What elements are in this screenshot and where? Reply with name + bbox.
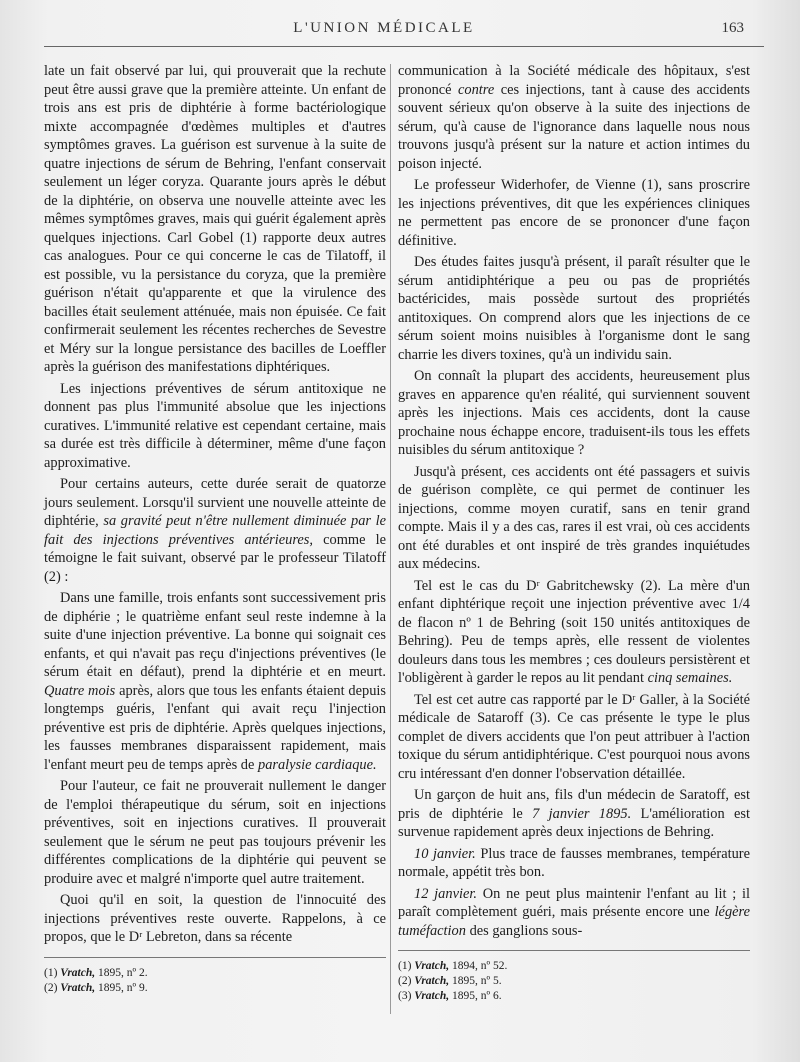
footnote bbox=[398, 959, 750, 974]
italic-run: cinq semaines. bbox=[647, 670, 733, 686]
footnote bbox=[44, 966, 386, 981]
footnote-ref: 1895, nº 2. bbox=[98, 966, 148, 979]
footnote-rule bbox=[398, 950, 750, 951]
text-run: Pour certains auteurs, cette durée serait de quatorze jours seulement. Lorsqu'il survient une nouvelle atteinte de diphtérie, bbox=[44, 476, 386, 529]
paragraph: Des études faites jusqu'à présent, il paraît résulter que le sérum antidiphtérique a peu ou pas de propriétés bactéricides, mais possède surtout des propriétés antitoxiques. On comprend alors que les injections de ce sérum soient moins nuisibles à l'organisme dont le sang charrie les divers toxines, qu'à un individu sain. bbox=[398, 254, 750, 363]
italic-run: Quatre mois bbox=[44, 682, 116, 699]
footnote-ref: 1895, nº 6. bbox=[452, 990, 502, 1002]
paragraph bbox=[398, 577, 750, 688]
footnote-number: (2) bbox=[398, 975, 412, 987]
text-run: ces injections, tant à cause des accidents souvent sérieux qu'on observe à la suite des injections de sérum, qu'à cause de l'ignorance dans laquelle nous nous trouvons jusqu'à présent sur la nature et action intimes du poison injecté. bbox=[398, 81, 750, 172]
italic-run: légère tuméfaction bbox=[398, 904, 750, 939]
footnote bbox=[398, 989, 750, 1004]
footnote-ref: 1894, nº 52. bbox=[452, 960, 508, 972]
paragraph bbox=[398, 62, 750, 173]
paragraph bbox=[44, 475, 386, 586]
text-run: communication à la Société médicale des hôpitaux, s'est prononcé bbox=[398, 63, 750, 98]
footnotes bbox=[44, 966, 386, 996]
footnote-source: Vratch, bbox=[414, 990, 450, 1002]
column-divider bbox=[390, 64, 391, 1014]
paragraph bbox=[398, 786, 750, 842]
footnote-number: (1) bbox=[398, 960, 412, 972]
italic-run: sa gravité peut n'être nullement diminuée par le fait des injections préventives antérieures, bbox=[44, 513, 386, 548]
footnote-number: (2) bbox=[44, 981, 58, 994]
text-run: Plus trace de fausses membranes, température normale, appétit très bon. bbox=[398, 845, 750, 880]
footnotes bbox=[398, 959, 750, 1004]
footnote bbox=[44, 981, 386, 996]
text-run: des ganglions sous- bbox=[469, 922, 583, 939]
text-run: Dans une famille, trois enfants sont successivement pris de diphérie ; le quatrième enfant seul reste indemne à la suite d'une injection préventive. La bonne qui soignait ces enfants, et qui n'avait pas reçu d'injections préventives (le sérum était en défaut), prend la diphtérie et en meurt. bbox=[44, 590, 386, 680]
paragraph bbox=[398, 845, 750, 882]
right-column bbox=[398, 62, 750, 1004]
paragraph: Tel est cet autre cas rapporté par le Dʳ Galler, à la Société médicale de Sataroff (3). Ce cas présente le type le plus complet de divers accidents que l'on peut attribuer à l'action toxique du sérum antidiphtérique. C'est pourquoi nous avons cru intéressant d'en donner l'observation détaillée. bbox=[398, 691, 750, 782]
paragraph: On connaît la plupart des accidents, heureusement plus graves en apparence qu'en réalité, qui surviennent souvent après les injections. Mais ces accidents, dont la cause prochaine nous échappe encore, traduisent-ils tous les effets nuisibles du sérum antitoxique ? bbox=[398, 368, 750, 458]
footnote-source: Vratch, bbox=[60, 966, 96, 979]
paragraph: Pour l'auteur, ce fait ne prouverait nullement le danger de l'emploi thérapeutique du sérum, soit en injections préventives, soit en injections curatives. Il prouverait seulement que le sérum ne peut pas toujours prévenir les différentes complications de la diphtérie qui peuvent se produire avec et malgré n'importe quel autre traitement. bbox=[44, 778, 386, 887]
paragraph: Jusqu'à présent, ces accidents ont été passagers et suivis de guérison complète, ce qui permet de continuer les injections, comme moyen curatif, sans en tenir grand compte. Mais il y a des cas, rares il est vrai, où ces accidents ont été durables et ont inspiré de très grandes inquiétudes aux médecins. bbox=[398, 463, 750, 572]
footnote bbox=[398, 974, 750, 989]
italic-run: 10 janvier. bbox=[414, 845, 476, 862]
page-number: 163 bbox=[721, 20, 744, 36]
italic-run: paralysie cardiaque. bbox=[258, 756, 377, 773]
text-run: après, alors que tous les enfants étaient depuis longtemps guéris, l'enfant qui avait reçu l'injection préventive est pris de diphtérie. Après quelques injections, les fausses membranes disparaissent rapidement, mais l'enfant meurt peu de temps après de bbox=[44, 682, 386, 773]
running-title: L'UNION MÉDICALE bbox=[293, 20, 475, 36]
text-run: Un garçon de huit ans, fils d'un médecin de Saratoff, est pris de diphtérie le bbox=[398, 787, 750, 822]
footnote-source: Vratch, bbox=[414, 960, 450, 972]
italic-run: 12 janvier. bbox=[414, 885, 477, 902]
paragraph bbox=[398, 885, 750, 941]
header-rule bbox=[44, 46, 764, 47]
footnote-ref: 1895, nº 9. bbox=[98, 981, 148, 994]
footnote-number: (3) bbox=[398, 990, 412, 1002]
footnote-ref: 1895, nº 5. bbox=[452, 975, 502, 987]
text-run: comme le témoigne le fait suivant, observé par le professeur Tilatoff (2) : bbox=[44, 531, 386, 585]
footnote-number: (1) bbox=[44, 966, 58, 979]
left-column bbox=[44, 62, 386, 996]
italic-run: 7 janvier 1895. bbox=[532, 805, 632, 822]
text-run: On ne peut plus maintenir l'enfant au lit ; il paraît complètement guéri, mais présente encore une bbox=[398, 885, 751, 920]
text-run: Tel est le cas du Dʳ Gabritchewsky (2). La mère d'un enfant diphtérique reçoit une injection préventive avec 1/4 de flacon nº 1 de Behring (soit 150 unités antitoxiques de Behring). Peu de temps après, elle ressent de violentes douleurs dans tous les membres ; ces douleurs persistèrent et l'obligèrent à garder le repos au lit pendant bbox=[398, 577, 750, 686]
footnote-source: Vratch, bbox=[60, 981, 96, 994]
paragraph bbox=[44, 589, 386, 774]
paragraph: Le professeur Widerhofer, de Vienne (1), sans proscrire les injections préventives, dit que les expériences cliniques ne permettent pas encore de se prononcer d'une façon définitive. bbox=[398, 177, 750, 249]
text-run: L'amélioration est survenue rapidement après deux injections de Behring. bbox=[398, 805, 750, 840]
footnote-rule bbox=[44, 957, 386, 958]
paragraph: Les injections préventives de sérum antitoxique ne donnent pas plus l'immunité absolue que les injections curatives. L'immunité relative est cependant certaine, mais sa durée est très difficile à déterminer, même d'une façon approximative. bbox=[44, 380, 386, 471]
footnote-source: Vratch, bbox=[414, 975, 450, 987]
page-header bbox=[44, 20, 744, 44]
italic-run: contre bbox=[458, 81, 495, 98]
paragraph: Quoi qu'il en soit, la question de l'innocuité des injections préventives reste ouverte. Rappelons, à ce propos, que le Dʳ Lebreton, dans sa récente bbox=[44, 892, 386, 945]
paragraph: late un fait observé par lui, qui prouverait que la rechute peut être aussi grave que la première atteinte. Un enfant de trois ans est pris de diphtérie à forme bactériologique mixte accompagnée d'œdèmes multiples et d'autres symptômes graves. La guérison est survenue à la suite de quatre injections de sérum de Behring, l'enfant conservait seulement un léger coryza. Quarante jours après le début de la diphtérie, on observa une nouvelle atteinte avec les mêmes symptômes graves, mais qui guérit également après quelques injections. Carl Gobel (1) rapporte deux autres cas analogues. Pour ce qui concerne le cas de Tilatoff, il est possible, vu la persistance du coryza, que la première guérison n'était qu'apparente et que la virulence des bacilles était seulement atténuée, mais non épuisée. Ce fait confirmerait seulement les récentes recherches de Sevestre et Méry sur la longue persistance des bacilles de Loeffler après la guérison des manifestations diphtériques. bbox=[44, 63, 386, 375]
